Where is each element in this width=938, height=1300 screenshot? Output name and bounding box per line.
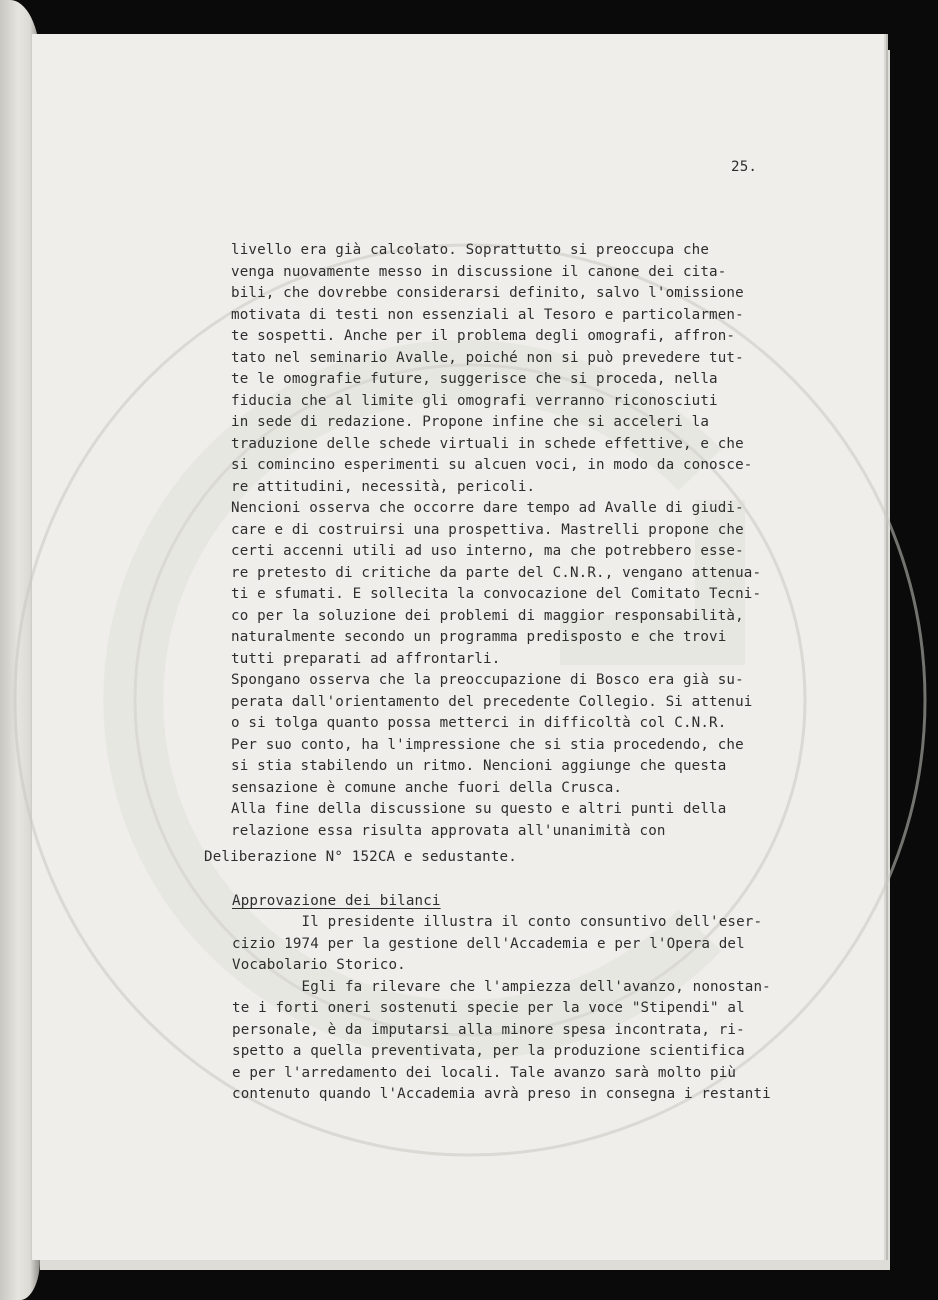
deliberation-line: Deliberazione N° 152CA e sedustante. xyxy=(204,849,517,865)
text-line: perata dall'orientamento del precedente Collegio. Si attenui xyxy=(231,693,753,710)
text-line: te sospetti. Anche per il problema degli omografi, affron- xyxy=(231,328,736,344)
section-body-text xyxy=(232,912,771,1106)
text-line: personale, è da imputarsi alla minore spesa incontrata, ri- xyxy=(232,1021,745,1038)
text-line: in sede di redazione. Propone infine che si acceleri la xyxy=(231,414,710,430)
text-line: Egli fa rilevare che l'ampiezza dell'avanzo, nonostan- xyxy=(232,978,771,995)
text-line: si stia stabilendo un ritmo. Nencioni aggiunge che questa xyxy=(231,758,727,774)
text-line: te le omografie future, suggerisce che si proceda, nella xyxy=(231,371,718,387)
text-line: re attitudini, necessità, pericoli. xyxy=(231,478,536,495)
text-line: care e di costruirsi una prospettiva. Mastrelli propone che xyxy=(231,521,744,538)
text-line: sensazione è comune anche fuori della Crusca. xyxy=(231,779,623,796)
text-line: bili, che dovrebbe considerarsi definito, salvo l'omissione xyxy=(231,285,744,301)
text-line: Il presidente illustra il conto consuntivo dell'eser- xyxy=(232,914,763,930)
text-line: livello era già calcolato. Soprattutto si preoccupa che xyxy=(231,242,710,258)
body-text xyxy=(231,240,761,842)
text-line: tato nel seminario Avalle, poiché non si può prevedere tut- xyxy=(231,349,744,366)
text-line: Per suo conto, ha l'impressione che si stia procedendo, che xyxy=(231,736,744,753)
section-heading: Approvazione dei bilanci xyxy=(232,893,441,909)
text-line: naturalmente secondo un programma predisposto e che trovi xyxy=(231,629,727,645)
text-line: traduzione delle schede virtuali in schede effettive, e che xyxy=(231,435,744,452)
text-line: Vocabolario Storico. xyxy=(232,957,406,973)
text-line: contenuto quando l'Accademia avrà preso in consegna i restanti xyxy=(232,1086,771,1102)
text-line: cizio 1974 per la gestione dell'Accademia e per l'Opera del xyxy=(232,935,745,952)
text-line: tutti preparati ad affrontarli. xyxy=(231,650,501,667)
text-line: o si tolga quanto possa metterci in difficoltà col C.N.R. xyxy=(231,715,727,731)
text-line: motivata di testi non essenziali al Tesoro e particolarmen- xyxy=(231,306,744,323)
text-line: e per l'arredamento dei locali. Tale avanzo sarà molto più xyxy=(232,1064,737,1081)
text-line: fiducia che al limite gli omografi verranno riconosciuti xyxy=(231,392,718,409)
text-line: Nencioni osserva che occorre dare tempo ad Avalle di giudi- xyxy=(231,500,744,516)
text-line: Spongano osserva che la preoccupazione di Bosco era già su- xyxy=(231,672,744,688)
text-line: spetto a quella preventivata, per la produzione scientifica xyxy=(232,1043,745,1059)
text-line: co per la soluzione dei problemi di maggior responsabilità, xyxy=(231,607,744,624)
text-line: venga nuovamente messo in discussione il canone dei cita- xyxy=(231,263,727,280)
text-line: Alla fine della discussione su questo e altri punti della xyxy=(231,801,727,817)
text-line: te i forti oneri sostenuti specie per la voce "Stipendi" al xyxy=(232,1000,745,1016)
text-line: relazione essa risulta approvata all'unanimità con xyxy=(231,822,666,839)
text-line: ti e sfumati. E sollecita la convocazione del Comitato Tecni- xyxy=(231,586,762,602)
text-line: si comincino esperimenti su alcuen voci, in modo da conosce- xyxy=(231,457,753,473)
page-number: 25. xyxy=(731,159,758,175)
text-line: re pretesto di critiche da parte del C.N.R., vengano attenua- xyxy=(231,564,762,581)
text-line: certi accenni utili ad uso interno, ma che potrebbero esse- xyxy=(231,543,744,559)
